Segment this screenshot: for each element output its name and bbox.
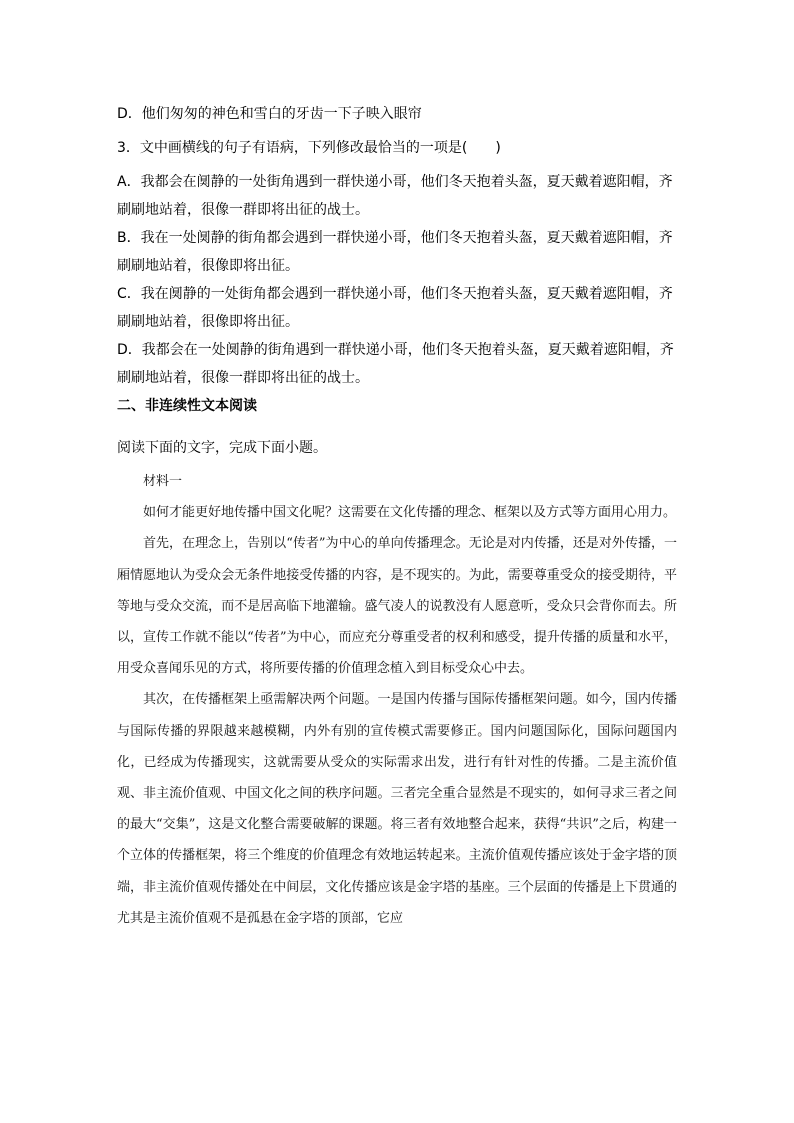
q3-stem: 3．文中画横线的句子有语病，下列修改最恰当的一项是( ) xyxy=(117,140,501,156)
q3-option-a xyxy=(117,168,677,224)
material-label: 材料一 xyxy=(143,474,183,489)
q3-option-a-line2: 刷刷地站着，很像一群即将出征的战士。 xyxy=(117,202,369,218)
q3-option-d xyxy=(117,336,677,392)
q3-option-b xyxy=(117,224,677,280)
material-paragraph: 首先，在理念上，告别以“传者”为中心的单向传播理念。无论是对内传播，还是对外传播，一厢情愿地认为受众会无条件地接受传播的内容，是不现实的。为此，需要尊重受众的接受期待，平等地与受众交流，而不是居高临下地灌输。盛气凌人的说教没有人愿意听，受众只会背你而去。所以，宣传工作就不能以“传者”为中心，而应充分尊重受者的权利和感受，提升传播的质量和水平，用受众喜闻乐见的方式，将所要传播的价值理念植入到目标受众心中去。 xyxy=(117,536,677,677)
q3-option-c-line1: C．我在阒静的一处街角都会遇到一群快递小哥，他们冬天抱着头盔，夏天戴着遮阳帽，齐 xyxy=(117,286,673,302)
document-page xyxy=(117,100,677,934)
q3-option-b-line1: B．我在一处阒静的街角都会遇到一群快递小哥，他们冬天抱着头盔，夏天戴着遮阳帽，齐 xyxy=(117,230,673,246)
material-paragraph: 如何才能更好地传播中国文化呢？这需要在文化传播的理念、框架以及方式等方面用心用力。 xyxy=(143,505,677,521)
q3-option-c-line2: 刷刷地站着，很像即将出征。 xyxy=(117,314,299,330)
q3-option-d-line1: D．我都会在一处阒静的街角遇到一群快递小哥，他们冬天抱着头盔，夏天戴着遮阳帽，齐 xyxy=(117,342,674,358)
material-one xyxy=(117,466,677,934)
q3-option-a-line1: A．我都会在阒静的一处街角遇到一群快递小哥，他们冬天抱着头盔，夏天戴着遮阳帽，齐 xyxy=(117,174,673,190)
section-title: 二、非连续性文本阅读 xyxy=(117,398,257,414)
material-paragraph: 其次，在传播框架上亟需解决两个问题。一是国内传播与国际传播框架问题。如今，国内传播与国际传播的界限越来越模糊，内外有别的宣传模式需要修正。国内问题国际化，国际问题国内化，已经成为传播现实，这就需要从受众的实际需求出发，进行有针对性的传播。二是主流价值观、非主流价值观、中国文化之间的秩序问题。三者完全重合显然是不现实的，如何寻求三者之间的最大“交集”，这是文化整合需要破解的课题。将三者有效地整合起来，获得“共识”之后，构建一个立体的传播框架，将三个维度的价值理念有效地运转起来。主流价值观传播应该处于金字塔的顶端，非主流价值观传播处在中间层，文化传播应该是金字塔的基座。三个层面的传播是上下贯通的尤其是主流价值观不是孤悬在金字塔的顶部，它应 xyxy=(117,692,677,926)
q2-option-d: D．他们匆匆的神色和雪白的牙齿一下子映入眼帘 xyxy=(117,106,422,122)
section-instruction: 阅读下面的文字，完成下面小题。 xyxy=(117,440,327,456)
q3-options xyxy=(117,168,677,392)
q3-option-b-line2: 刷刷地站着，很像即将出征。 xyxy=(117,258,299,274)
q3-option-d-line2: 刷刷地站着，很像一群即将出征的战士。 xyxy=(117,370,369,386)
q3-option-c xyxy=(117,280,677,336)
